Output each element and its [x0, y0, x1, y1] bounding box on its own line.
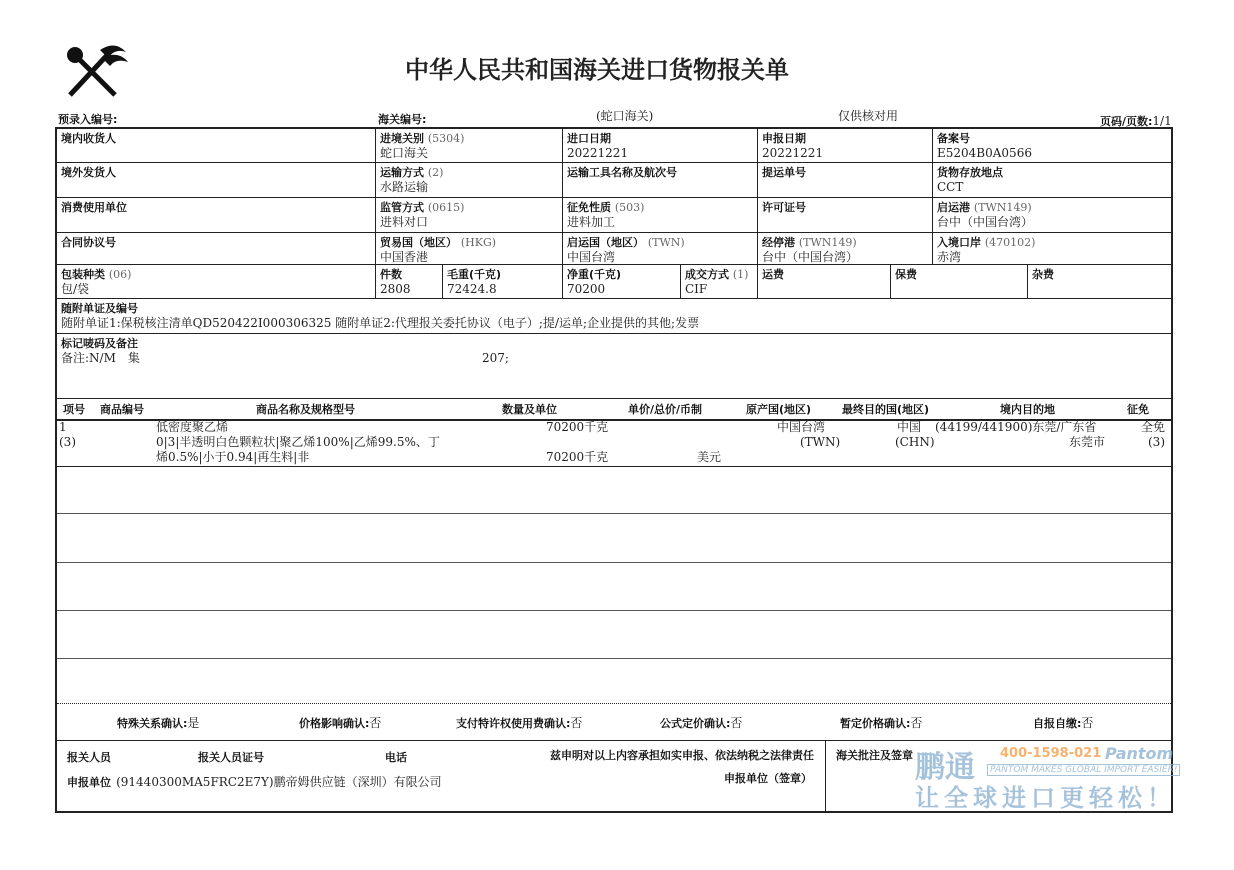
- decl-date-value: 20221221: [762, 146, 824, 160]
- col-dest: 最终目的国(地区): [842, 403, 930, 416]
- package-value: 包/袋: [61, 282, 90, 296]
- vessel-label: 运输工具名称及航次号: [567, 166, 677, 179]
- transit-port-value: 台中（中国台湾）: [762, 250, 859, 264]
- watermark-slogan: 让全球进口更轻松！: [915, 784, 1176, 812]
- confirm-row: [55, 703, 1173, 741]
- supervision-label: 监管方式: [380, 201, 424, 214]
- page-value: 1/1: [1152, 114, 1172, 128]
- levy-label: 征免性质: [567, 201, 611, 214]
- col-hs-code: 商品编号: [100, 403, 144, 416]
- item-spec-1: 0|3|半透明白色颗粒状|聚乙烯100%|乙烯99.5%、丁: [156, 435, 440, 449]
- net-weight-cell: [562, 264, 681, 299]
- freight-label: 运费: [762, 268, 784, 281]
- levy-cell: [562, 197, 758, 233]
- broker-label: 报关人员: [67, 751, 111, 764]
- watermark-slogan-en: PANTOM MAKES GLOBAL IMPORT EASIER!: [987, 764, 1180, 776]
- contract-cell: [55, 232, 376, 265]
- price-value: 否: [369, 716, 382, 730]
- entry-point-label: 入境口岸: [937, 236, 981, 249]
- item-origin-code: (TWN): [800, 435, 841, 449]
- storage-value: CCT: [937, 180, 964, 194]
- decl-date-cell: [757, 127, 933, 163]
- marks-value: [61, 351, 1167, 366]
- customs-name: (蛇口海关): [596, 109, 654, 123]
- royalty-label: 支付特许权使用费确认:: [456, 717, 571, 730]
- watermark-brand: 鹏通: [915, 750, 975, 785]
- license-cell: [757, 197, 933, 233]
- deal-label: 成交方式: [685, 268, 729, 281]
- misc-label: 杂费: [1032, 268, 1054, 281]
- customs-seal-label: 海关批注及签章: [836, 749, 913, 762]
- misc-fee-cell: [1027, 264, 1173, 299]
- trade-country-code: (HKG): [460, 236, 497, 249]
- formula-value: 否: [730, 716, 743, 730]
- watermark-en: Pantom: [1105, 744, 1174, 763]
- net-label: 净重(千克): [567, 268, 622, 281]
- supervision-cell: [375, 197, 563, 233]
- import-date-label: 进口日期: [567, 132, 611, 145]
- depart-country-label: 启运国（地区）: [567, 236, 644, 249]
- gross-label: 毛重(千克): [447, 268, 502, 281]
- entry-point-value: 赤湾: [937, 250, 962, 264]
- supervision-code: (0615): [427, 201, 465, 214]
- transport-value: 水路运输: [380, 180, 429, 194]
- insurance-cell: [890, 264, 1028, 299]
- provisional-label: 暂定价格确认:: [840, 717, 911, 730]
- trade-country-cell: [375, 232, 563, 265]
- package-code: (06): [108, 268, 132, 281]
- transport-code: (2): [427, 166, 444, 179]
- formula-price-confirm: [660, 712, 742, 731]
- item-dest-code: (CHN): [895, 435, 935, 449]
- levy-value: 进料加工: [567, 215, 616, 229]
- depart-country-value: 中国台湾: [567, 250, 616, 264]
- watermark-tel: 400-1598-021: [1000, 746, 1102, 761]
- gross-value: 72424.8: [447, 282, 497, 296]
- record-no-cell: [932, 127, 1173, 163]
- item-dest: 中国: [897, 420, 922, 434]
- item-domestic-2: 东莞市: [1069, 435, 1106, 449]
- special-relation-confirm: [117, 712, 199, 731]
- net-value: 70200: [567, 282, 606, 296]
- transport-cell: [375, 162, 563, 198]
- item-name: 低密度聚乙烯: [156, 420, 229, 434]
- special-label: 特殊关系确认:: [117, 717, 188, 730]
- pieces-cell: [375, 264, 443, 299]
- shipper-label: 境外发货人: [61, 166, 116, 179]
- item-currency: 美元: [697, 450, 722, 464]
- marks-note: 备注:N/M 集: [61, 351, 140, 365]
- declarant-seal-label: 申报单位（签章）: [724, 772, 812, 785]
- col-qty: 数量及单位: [502, 403, 557, 416]
- package-cell: [55, 264, 376, 299]
- depart-port-label: 启运港: [937, 201, 970, 214]
- import-date-value: 20221221: [567, 146, 629, 160]
- supervision-value: 进料对口: [380, 215, 429, 229]
- entry-port-label: 进境关别: [380, 132, 424, 145]
- col-origin: 原产国(地区): [746, 403, 812, 416]
- deal-code: (1): [732, 268, 749, 281]
- item-no-2: (3): [59, 435, 76, 449]
- gross-weight-cell: [442, 264, 563, 299]
- entry-port-code: (5304): [427, 132, 465, 145]
- record-no-label: 备案号: [937, 132, 970, 145]
- col-name-spec: 商品名称及规格型号: [256, 403, 355, 416]
- price-impact-confirm: [299, 712, 381, 731]
- item-levy: 全免: [1141, 420, 1166, 434]
- package-label: 包装种类: [61, 268, 105, 281]
- royalty-value: 否: [570, 716, 583, 730]
- royalty-confirm: [456, 712, 582, 731]
- transit-port-label: 经停港: [762, 236, 795, 249]
- transit-port-cell: [757, 232, 933, 265]
- marks-cell: [55, 333, 1173, 399]
- depart-port-value: 台中（中国台湾）: [937, 215, 1034, 229]
- self-label: 自报自缴:: [1033, 717, 1082, 730]
- docs-value: 随附单证1:保税核注清单QD520422I000306325 随附单证2:代理报关委托协议（电子）;提/运单;企业提供的其他;发票: [61, 316, 700, 330]
- docs-label: 随附单证及编号: [61, 302, 138, 315]
- item-spec-2: 烯0.5%|小于0.94|再生料|非: [156, 450, 310, 464]
- depart-country-code: (TWN): [647, 236, 685, 249]
- depart-port-code: (TWN149): [973, 201, 1032, 214]
- col-levy: 征免: [1127, 403, 1149, 416]
- documents-cell: [55, 298, 1173, 334]
- trade-country-label: 贸易国（地区）: [380, 236, 457, 249]
- special-value: 是: [187, 716, 200, 730]
- item-origin: 中国台湾: [777, 420, 826, 434]
- item-qty-2: 70200千克: [546, 450, 609, 464]
- item-levy-code: (3): [1148, 435, 1165, 449]
- bl-cell: [757, 162, 933, 198]
- marks-label: 标记唛码及备注: [61, 337, 138, 350]
- phone-label: 电话: [385, 751, 407, 764]
- customs-no-label: 海关编号:: [378, 113, 427, 126]
- provisional-price-confirm: [840, 712, 922, 731]
- item-no: 1: [59, 420, 67, 434]
- transport-label: 运输方式: [380, 166, 424, 179]
- pre-entry-no-label: 预录入编号:: [58, 113, 118, 126]
- freight-cell: [757, 264, 891, 299]
- entry-port-cell: [375, 127, 563, 163]
- purpose-note: 仅供核对用: [838, 109, 899, 123]
- contract-label: 合同协议号: [61, 236, 116, 249]
- entry-point-code: (470102): [984, 236, 1036, 249]
- shipper-cell: [55, 162, 376, 198]
- document-title: 中华人民共和国海关进口货物报关单: [405, 56, 789, 84]
- deal-value: CIF: [685, 282, 708, 296]
- insurance-label: 保费: [895, 268, 917, 281]
- declarant-label: 申报单位: [67, 776, 111, 789]
- storage-cell: [932, 162, 1173, 198]
- provisional-value: 否: [910, 716, 923, 730]
- depart-port-cell: [932, 197, 1173, 233]
- pieces-value: 2808: [380, 282, 411, 296]
- entry-port-value: 蛇口海关: [380, 146, 429, 160]
- record-no-value: E5204B0A0566: [937, 146, 1032, 160]
- item-qty-1: 70200千克: [546, 420, 609, 434]
- trade-country-value: 中国香港: [380, 250, 429, 264]
- license-label: 许可证号: [762, 201, 806, 214]
- col-item-no: 项号: [63, 403, 85, 416]
- broker-id-label: 报关人员证号: [198, 751, 264, 764]
- consignee-cell: [55, 127, 376, 163]
- col-domestic: 境内目的地: [1000, 403, 1055, 416]
- declaration-statement: 兹申明对以上内容承担如实申报、依法纳税之法律责任: [550, 749, 814, 762]
- declarant-value: (91440300MA5FRC2E7Y)鹏帝姆供应链（深圳）有限公司: [116, 775, 442, 789]
- deal-cell: [680, 264, 758, 299]
- consumer-cell: [55, 197, 376, 233]
- storage-label: 货物存放地点: [937, 166, 1003, 179]
- self-pay-confirm: [1033, 712, 1093, 731]
- bl-label: 提运单号: [762, 166, 806, 179]
- col-price: 单价/总价/币制: [628, 403, 703, 416]
- pantom-watermark-logo: [915, 742, 1178, 812]
- entry-point-cell: [932, 232, 1173, 265]
- decl-date-label: 申报日期: [762, 132, 806, 145]
- item-domestic-1: (44199/441900)东莞/广东省: [935, 420, 1097, 434]
- customs-emblem-icon: [60, 40, 130, 100]
- consignee-label: 境内收货人: [61, 132, 116, 145]
- transit-port-code: (TWN149): [798, 236, 857, 249]
- self-value: 否: [1081, 716, 1094, 730]
- import-date-cell: [562, 127, 758, 163]
- page-label: 页码/页数:: [1100, 115, 1153, 128]
- depart-country-cell: [562, 232, 758, 265]
- price-label: 价格影响确认:: [299, 717, 370, 730]
- formula-label: 公式定价确认:: [660, 717, 731, 730]
- declarant-unit: [67, 771, 442, 790]
- levy-code: (503): [614, 201, 645, 214]
- pieces-label: 件数: [380, 268, 402, 281]
- vessel-cell: [562, 162, 758, 198]
- consumer-label: 消费使用单位: [61, 201, 127, 214]
- marks-note-2: 207;: [482, 351, 509, 365]
